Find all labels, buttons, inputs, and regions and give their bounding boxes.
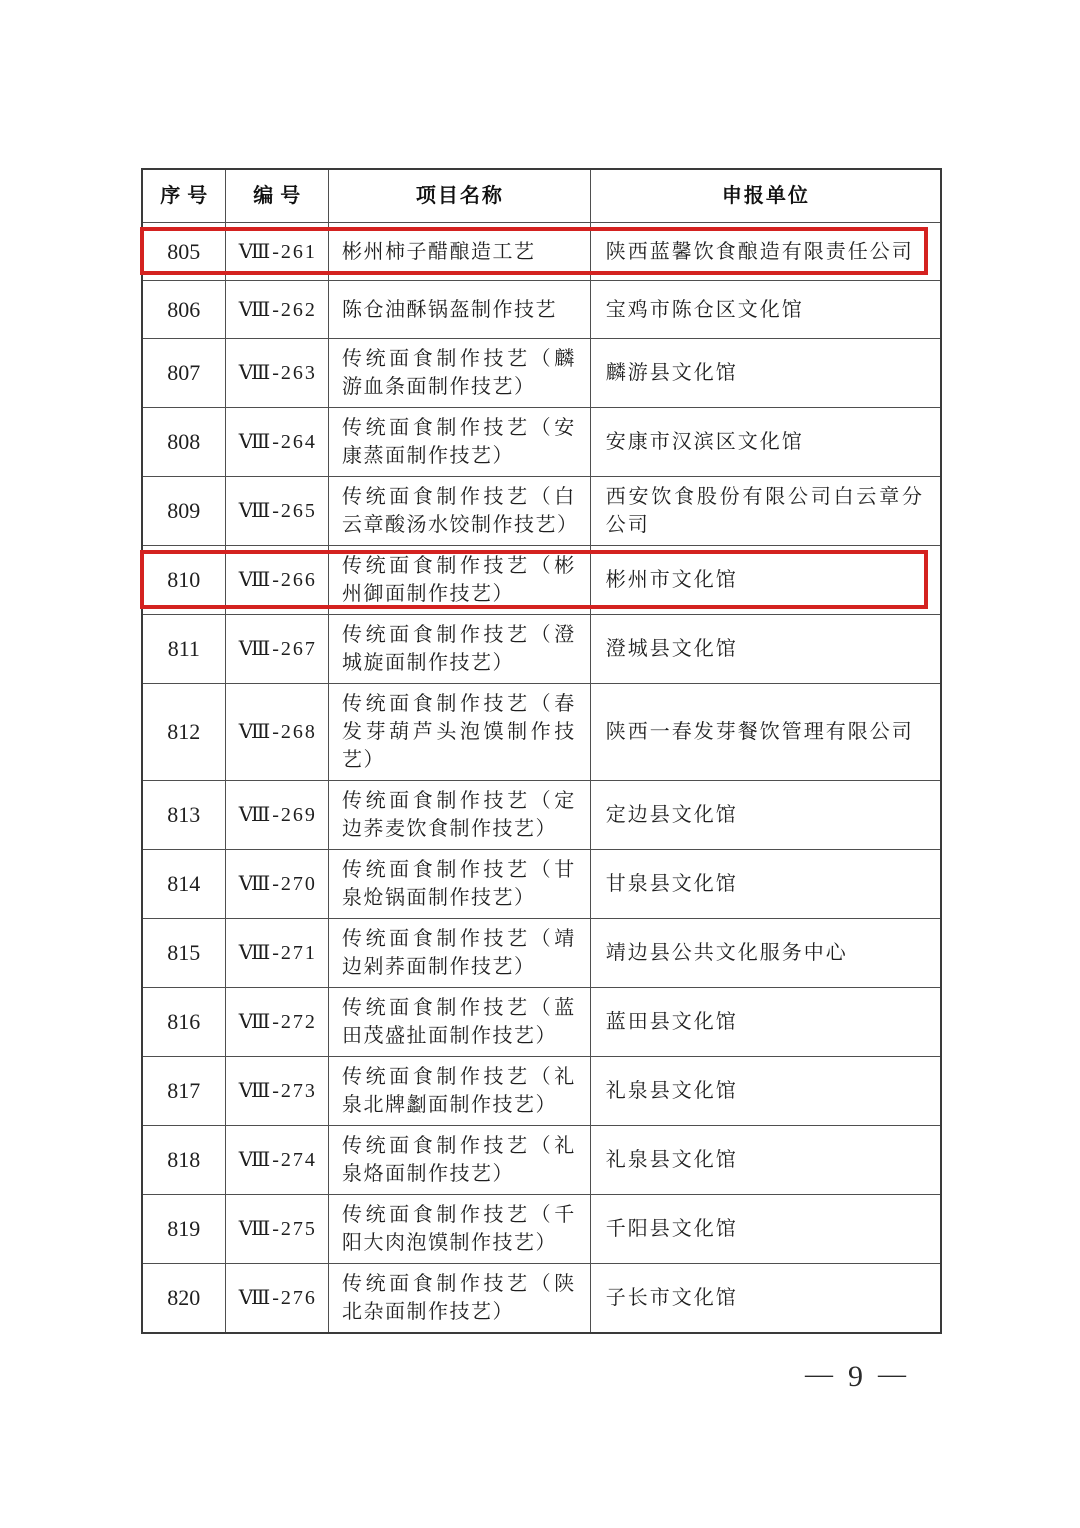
code-cell (225, 1057, 328, 1125)
code-text: Ⅷ-264 (238, 431, 317, 453)
code-cell (225, 1126, 328, 1194)
code-text: Ⅷ-262 (238, 298, 317, 321)
org-text: 陕西蓝馨饮食酿造有限责任公司 (605, 240, 914, 263)
org-text: 西安饮食股份有限公司白云章分公司 (605, 486, 924, 536)
table-row (143, 987, 940, 1056)
serial-cell (143, 615, 225, 683)
org-text: 子长市文化馆 (605, 1287, 738, 1309)
table-row (143, 780, 940, 849)
serial-cell (143, 223, 225, 280)
code-cell (225, 1195, 328, 1263)
header-org-label: 申报单位 (721, 185, 810, 207)
org-text: 礼泉县文化馆 (605, 1080, 738, 1102)
header-serial (143, 170, 225, 222)
org-cell (590, 988, 940, 1056)
serial-cell (143, 781, 225, 849)
table-row (143, 280, 940, 338)
project-name-cell (328, 1264, 590, 1332)
org-cell (590, 1126, 940, 1194)
code-text: Ⅷ-267 (238, 638, 317, 660)
project-name-text: 传统面食制作技艺（蓝田茂盛扯面制作技艺） (342, 997, 576, 1047)
table-row (143, 849, 940, 918)
org-text: 甘泉县文化馆 (605, 873, 738, 895)
table-row (143, 1125, 940, 1194)
serial-cell (143, 408, 225, 476)
org-cell (590, 546, 940, 614)
project-name-cell (328, 477, 590, 545)
table-header-row (143, 170, 940, 222)
code-text: Ⅷ-271 (238, 942, 317, 964)
project-name-cell (328, 988, 590, 1056)
org-cell (590, 919, 940, 987)
table-row-highlighted (143, 222, 940, 280)
project-name-cell (328, 1057, 590, 1125)
project-name-cell (328, 1126, 590, 1194)
header-code-label: 编号 (253, 185, 308, 207)
project-name-cell (328, 281, 590, 338)
table-row-highlighted (143, 545, 940, 614)
org-cell (590, 408, 940, 476)
code-text: Ⅷ-270 (238, 873, 317, 895)
code-text: Ⅷ-275 (238, 1218, 317, 1240)
serial-text: 816 (167, 1009, 201, 1034)
serial-cell (143, 1126, 225, 1194)
serial-text: 807 (167, 360, 201, 385)
code-text: Ⅷ-265 (238, 500, 317, 522)
table-row (143, 614, 940, 683)
project-name-cell (328, 546, 590, 614)
header-code (225, 170, 328, 222)
code-cell (225, 781, 328, 849)
table-row (143, 918, 940, 987)
serial-cell (143, 477, 225, 545)
project-name-cell (328, 1195, 590, 1263)
header-project-name (328, 170, 590, 222)
project-name-text: 传统面食制作技艺（安康蒸面制作技艺） (342, 417, 576, 467)
table-row (143, 1056, 940, 1125)
project-name-text: 传统面食制作技艺（定边荞麦饮食制作技艺） (342, 790, 576, 840)
org-cell (590, 1264, 940, 1332)
org-text: 麟游县文化馆 (605, 362, 738, 384)
footer-dash-right: — (878, 1359, 906, 1390)
org-text: 千阳县文化馆 (605, 1218, 738, 1240)
project-name-cell (328, 684, 590, 780)
serial-cell (143, 919, 225, 987)
project-name-text: 传统面食制作技艺（礼泉烙面制作技艺） (342, 1135, 576, 1185)
serial-cell (143, 1195, 225, 1263)
table-row (143, 338, 940, 407)
code-text: Ⅷ-274 (238, 1149, 317, 1171)
org-cell (590, 850, 940, 918)
footer-dash-left: — (805, 1359, 833, 1390)
serial-text: 817 (167, 1078, 201, 1103)
code-cell (225, 339, 328, 407)
project-name-text: 传统面食制作技艺（澄城旋面制作技艺） (342, 624, 576, 674)
code-text: Ⅷ-266 (238, 569, 317, 591)
org-text: 礼泉县文化馆 (605, 1149, 738, 1171)
org-text: 陕西一春发芽餐饮管理有限公司 (605, 721, 914, 743)
code-cell (225, 684, 328, 780)
org-cell (590, 684, 940, 780)
page-footer (805, 1360, 906, 1394)
header-serial-label: 序号 (160, 185, 215, 207)
code-text: Ⅷ-261 (238, 240, 317, 263)
code-cell (225, 1264, 328, 1332)
code-cell (225, 281, 328, 338)
org-cell (590, 339, 940, 407)
project-name-cell (328, 339, 590, 407)
code-cell (225, 546, 328, 614)
org-cell (590, 1057, 940, 1125)
project-name-cell (328, 850, 590, 918)
code-cell (225, 850, 328, 918)
org-cell (590, 781, 940, 849)
serial-text: 806 (167, 296, 201, 322)
code-cell (225, 477, 328, 545)
table-row (143, 1194, 940, 1263)
org-text: 靖边县公共文化服务中心 (605, 942, 848, 964)
serial-cell (143, 281, 225, 338)
org-text: 澄城县文化馆 (605, 638, 738, 660)
heritage-table (141, 168, 942, 1334)
serial-cell (143, 1264, 225, 1332)
serial-cell (143, 988, 225, 1056)
serial-text: 811 (167, 636, 200, 661)
project-name-cell (328, 615, 590, 683)
project-name-text: 传统面食制作技艺（靖边剁荞面制作技艺） (342, 928, 576, 978)
code-text: Ⅷ-269 (238, 804, 317, 826)
code-text: Ⅷ-268 (238, 721, 317, 743)
project-name-cell (328, 408, 590, 476)
serial-text: 814 (167, 871, 201, 896)
code-text: Ⅷ-263 (238, 362, 317, 384)
project-name-text: 传统面食制作技艺（陕北杂面制作技艺） (342, 1273, 576, 1323)
serial-text: 813 (167, 802, 201, 827)
project-name-text: 陈仓油酥锅盔制作技艺 (342, 298, 557, 321)
serial-cell (143, 546, 225, 614)
project-name-text: 彬州柿子醋酿造工艺 (342, 240, 536, 263)
serial-cell (143, 1057, 225, 1125)
org-cell (590, 1195, 940, 1263)
org-cell (590, 477, 940, 545)
project-name-text: 传统面食制作技艺（春发芽葫芦头泡馍制作技艺） (342, 693, 576, 771)
project-name-text: 传统面食制作技艺（千阳大肉泡馍制作技艺） (342, 1204, 576, 1254)
table-row (143, 1263, 940, 1332)
project-name-text: 传统面食制作技艺（麟游血条面制作技艺） (342, 348, 576, 398)
project-name-cell (328, 919, 590, 987)
table-row (143, 407, 940, 476)
serial-text: 818 (167, 1147, 201, 1172)
code-text: Ⅷ-272 (238, 1011, 317, 1033)
page-number: 9 (848, 1360, 863, 1393)
project-name-text: 传统面食制作技艺（礼泉北牌劙面制作技艺） (342, 1066, 576, 1116)
org-text: 宝鸡市陈仓区文化馆 (605, 298, 804, 321)
serial-cell (143, 339, 225, 407)
serial-cell (143, 850, 225, 918)
serial-text: 820 (167, 1285, 201, 1310)
org-cell (590, 281, 940, 338)
project-name-cell (328, 781, 590, 849)
org-text: 蓝田县文化馆 (605, 1011, 738, 1033)
code-cell (225, 988, 328, 1056)
serial-text: 812 (167, 719, 201, 744)
org-cell (590, 223, 940, 280)
serial-text: 805 (167, 238, 201, 264)
code-cell (225, 919, 328, 987)
serial-text: 808 (167, 429, 201, 454)
project-name-text: 传统面食制作技艺（白云章酸汤水饺制作技艺） (342, 486, 579, 536)
org-text: 定边县文化馆 (605, 804, 738, 826)
code-cell (225, 223, 328, 280)
code-cell (225, 615, 328, 683)
serial-text: 815 (167, 940, 201, 965)
serial-text: 809 (167, 498, 201, 523)
header-project-name-label: 项目名称 (415, 185, 504, 207)
code-cell (225, 408, 328, 476)
serial-text: 810 (167, 567, 201, 592)
header-org (590, 170, 940, 222)
code-text: Ⅷ-273 (238, 1080, 317, 1102)
table-row (143, 476, 940, 545)
project-name-text: 传统面食制作技艺（甘泉炝锅面制作技艺） (342, 859, 576, 909)
org-text: 安康市汉滨区文化馆 (605, 431, 804, 453)
table-row (143, 683, 940, 780)
org-text: 彬州市文化馆 (605, 569, 738, 591)
serial-cell (143, 684, 225, 780)
project-name-cell (328, 223, 590, 280)
org-cell (590, 615, 940, 683)
project-name-text: 传统面食制作技艺（彬州御面制作技艺） (342, 555, 576, 605)
serial-text: 819 (167, 1216, 201, 1241)
code-text: Ⅷ-276 (238, 1287, 317, 1309)
